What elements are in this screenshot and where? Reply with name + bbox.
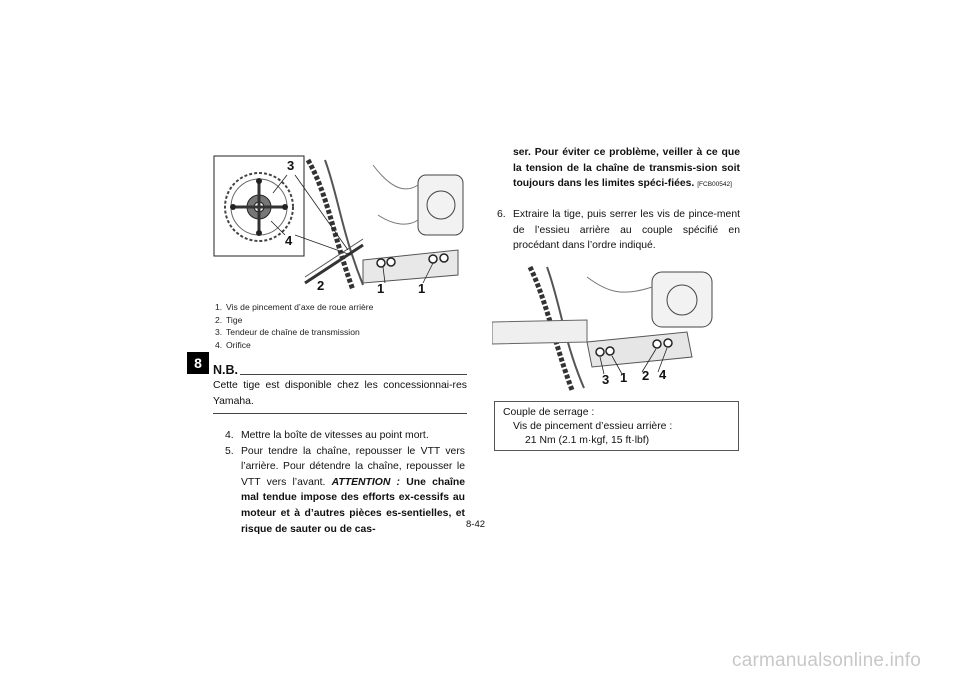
figure-chain-tensioner: [213, 155, 467, 297]
attention-label: ATTENTION :: [331, 476, 401, 488]
code-ref: [FCB00542]: [697, 181, 732, 189]
callout-2: 2: [642, 368, 650, 383]
figure-axle-bolts: [492, 262, 740, 396]
figure-caption: [215, 301, 465, 351]
callout-3: 3: [287, 158, 295, 173]
torque-title: Couple de serrage :: [503, 407, 595, 418]
caption-item: 2. Tige: [215, 314, 243, 325]
callout-1: 1: [377, 281, 385, 296]
callout-1b: 1: [418, 281, 426, 296]
watermark: carmanualsonline.info: [732, 650, 922, 671]
step-5: 5. Pour tendre la chaîne, repousser le VTT vers l’arrière. Pour détendre la chaîne, repousser le VTT vers l’avant. ATTENTION : Une chaîne mal tendue impose des efforts ex-cessifs au moteur et à d’autres pièces es-sentielles, et risque de sauter ou de cas-: [225, 445, 465, 535]
caption-item: 1. Vis de pincement d’axe de roue arrière: [215, 302, 374, 312]
callout-1: 1: [620, 370, 628, 385]
figure-1-illustration: [213, 155, 467, 297]
attention-text: Une chaîne mal tendue impose des efforts ex-cessifs au moteur et à d’autres pièces es-sentielles, et risque de sauter ou de cas-: [241, 476, 465, 535]
torque-box: [494, 401, 739, 451]
torque-value: 21 Nm (2.1 m·kgf, 15 ft·lbf): [525, 435, 650, 446]
caption-item: 4. Orifice: [215, 339, 251, 350]
caption-item: 3. Tendeur de chaîne de transmission: [215, 327, 360, 337]
callout-2: 2: [317, 278, 325, 293]
step-4: 4. Mettre la boîte de vitesses au point mort.: [225, 430, 429, 441]
section-tab: 8: [187, 352, 209, 374]
steps-left: [225, 428, 465, 537]
callout-3: 3: [602, 372, 610, 387]
note-title: N.B.: [213, 363, 238, 377]
page-number: 8-42: [466, 519, 486, 530]
note-block: [213, 363, 467, 414]
callout-4: 4: [285, 233, 293, 248]
torque-item: Vis de pincement d’essieu arrière :: [513, 421, 673, 432]
note-text: Cette tige est disponible chez les concessionnai-res Yamaha.: [213, 380, 467, 407]
step-6: 6. Extraire la tige, puis serrer les vis de pince-ment de l’essieu arrière au couple spécifié en procédant dans l’ordre indiqué.: [497, 209, 740, 252]
continuation: ser. Pour éviter ce problème, veiller à ce que la tension de la chaîne de transmis-sion soit toujours dans les limites spéci-fiées. [FCB00542]: [513, 147, 740, 190]
callout-4: 4: [659, 367, 667, 382]
figure-2-illustration: [492, 262, 740, 396]
